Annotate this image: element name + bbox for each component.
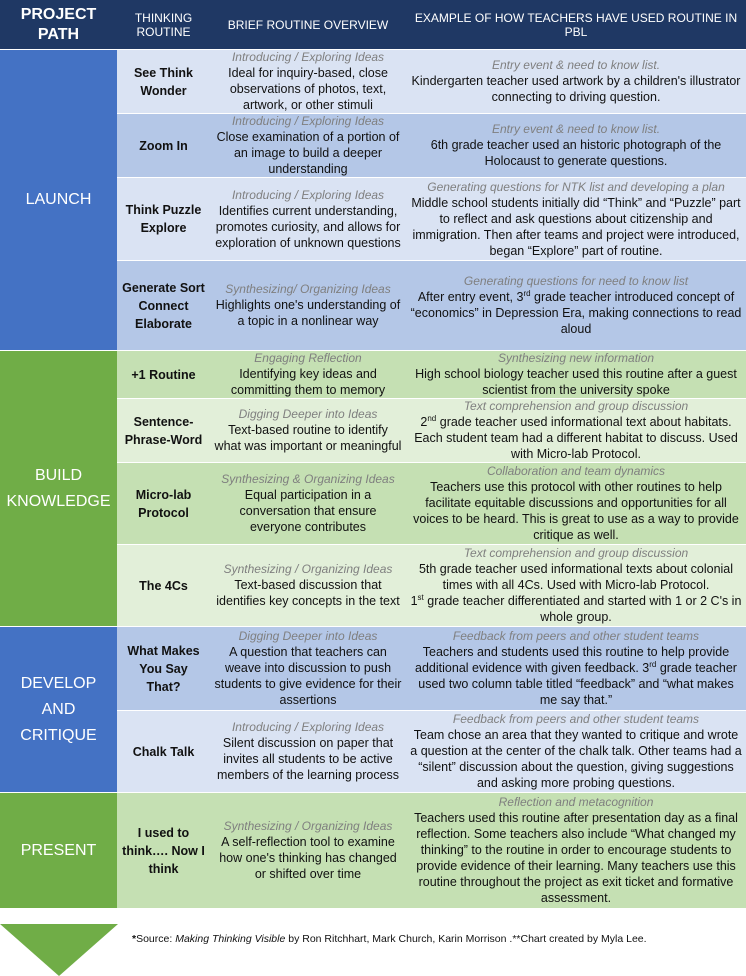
example-category: Generating questions for need to know list bbox=[463, 274, 689, 288]
example-text: Middle school students initially did “Think” and “Puzzle” part to reflect and ask questions about citizenship and immigration. Then after teams and project were introduced, began “Explore” part of routine. bbox=[411, 195, 741, 258]
example-category: Generating questions for NTK list and developing a plan bbox=[427, 179, 725, 194]
header-row bbox=[0, 0, 746, 50]
routine-description: Identifying key ideas and committing them to memory bbox=[230, 367, 386, 397]
example-text: Team chose an area that they wanted to critique and wrote a question at the center of the chalk talk. Other teams had a “silent” discussion about the question, giving suggestions and asking more probing questions. bbox=[410, 728, 742, 790]
example-text: Teachers use this protocol with other routines to help facilitate equitable discussions and opportunities for all voices to be heard. This is great to use as a way to provide critique as well. bbox=[413, 480, 739, 542]
routine-category: Synthesizing & Organizing Ideas bbox=[221, 472, 395, 486]
routine-name: Sentence-Phrase-Word bbox=[117, 399, 210, 463]
header-example: EXAMPLE OF HOW TEACHERS HAVE USED ROUTINE IN PBL bbox=[406, 0, 746, 50]
routine-description: Ideal for inquiry-based, close observations of photos, text, artwork, or other stimuli bbox=[228, 66, 388, 112]
source-footnote: *Source: Making Thinking Visible by Ron Ritchhart, Mark Church, Karin Morrison .**Chart created by Myla Lee. bbox=[132, 933, 647, 945]
table-row bbox=[0, 50, 746, 114]
routine-category: Digging Deeper into Ideas bbox=[238, 407, 378, 421]
table-row bbox=[0, 351, 746, 399]
table-row bbox=[0, 627, 746, 711]
routine-description: Equal participation in a conversation that ensure everyone contributes bbox=[239, 488, 377, 534]
down-arrow-icon bbox=[0, 924, 118, 976]
routine-category: Digging Deeper into Ideas bbox=[238, 629, 378, 643]
routine-name: Think Puzzle Explore bbox=[117, 178, 210, 261]
routine-name: What Makes You Say That? bbox=[117, 627, 210, 711]
example-category: Entry event & need to know list. bbox=[491, 122, 661, 136]
example-category: Entry event & need to know list. bbox=[491, 58, 661, 72]
example-category: Collaboration and team dynamics bbox=[486, 464, 666, 478]
routine-name: The 4Cs bbox=[117, 545, 210, 627]
routine-category: Engaging Reflection bbox=[254, 351, 362, 365]
example-text: Kindergarten teacher used artwork by a children's illustrator connecting to driving question. bbox=[411, 74, 741, 104]
example-category: Reflection and metacognition bbox=[498, 795, 654, 809]
header-project-path: PROJECT PATH bbox=[0, 0, 117, 50]
example-category: Text comprehension and group discussion bbox=[463, 399, 689, 413]
routine-category: Introducing / Exploring Ideas bbox=[231, 50, 385, 64]
header-thinking-routine: THINKING ROUTINE bbox=[117, 0, 210, 50]
routine-description: Highlights one's understanding of a topic in a nonlinear way bbox=[215, 298, 401, 328]
routine-description: Silent discussion on paper that invites all students to be active members of the learning process bbox=[216, 736, 400, 782]
routine-category: Introducing / Exploring Ideas bbox=[231, 720, 385, 734]
routine-description: Text-based discussion that identifies key concepts in the text bbox=[216, 578, 400, 608]
routine-category: Introducing / Exploring Ideas bbox=[231, 114, 385, 128]
routine-name: See Think Wonder bbox=[117, 50, 210, 114]
example-category: Feedback from peers and other student teams bbox=[452, 712, 700, 726]
phase-present: PRESENT bbox=[0, 793, 117, 909]
routine-name: Micro-lab Protocol bbox=[117, 463, 210, 545]
routine-name: Chalk Talk bbox=[117, 711, 210, 793]
example-text: 6th grade teacher used an historic photograph of the Holocaust to generate questions. bbox=[430, 138, 722, 168]
routine-name: Generate Sort Connect Elaborate bbox=[117, 261, 210, 351]
example-category: Text comprehension and group discussion bbox=[463, 546, 689, 560]
example-text: 2nd grade teacher used informational text about habitats. Each student team had a different habitat to discuss. Used with Micro-lab Protocol. bbox=[414, 413, 738, 461]
example-text: High school biology teacher used this routine after a guest scientist from the university spoke bbox=[415, 367, 737, 397]
routine-description: A self-reflection tool to examine how one's thinking has changed or shifted over time bbox=[219, 835, 397, 881]
example-text: After entry event, 3rd grade teacher introduced concept of “economics” in Depression Era, making connections to read aloud bbox=[410, 288, 742, 336]
routine-name: +1 Routine bbox=[117, 351, 210, 399]
routine-category: Synthesizing / Organizing Ideas bbox=[223, 819, 393, 833]
example-text: Teachers and students used this routine to help provide additional evidence with given feedback. 3rd grade teacher used two column table titled “feedback” and “what makes me say that.” bbox=[415, 645, 737, 707]
routine-name: I used to think…. Now I think bbox=[117, 793, 210, 909]
example-text: Teachers used this routine after presentation day as a final reflection. Some teachers also include “What changed my thinking” to the routine in order to encourage students to provide evidence of their learning. Many teachers use this routine throughout the project as exit ticket and formative assessment. bbox=[414, 811, 738, 905]
routine-description: A question that teachers can weave into discussion to push students to give evidence for their assertions bbox=[214, 645, 402, 707]
routine-description: Identifies current understanding, promotes curiosity, and allows for exploration of unknown questions bbox=[215, 203, 401, 250]
example-category: Synthesizing new information bbox=[497, 351, 655, 365]
routine-description: Close examination of a portion of an image to build a deeper understanding bbox=[216, 130, 400, 176]
table-row bbox=[0, 793, 746, 909]
routine-category: Synthesizing/ Organizing Ideas bbox=[225, 282, 391, 296]
routine-name: Zoom In bbox=[117, 114, 210, 178]
header-overview: BRIEF ROUTINE OVERVIEW bbox=[210, 0, 406, 50]
phase-launch: LAUNCH bbox=[0, 50, 117, 351]
routine-description: Text-based routine to identify what was important or meaningful bbox=[214, 423, 402, 453]
phase-develop-critique: DEVELOP AND CRITIQUE bbox=[0, 627, 117, 793]
phase-build-knowledge: BUILD KNOWLEDGE bbox=[0, 351, 117, 627]
routine-category: Synthesizing / Organizing Ideas bbox=[223, 562, 393, 576]
example-category: Feedback from peers and other student teams bbox=[452, 629, 700, 643]
routine-category: Introducing / Exploring Ideas bbox=[231, 187, 385, 202]
example-text: 5th grade teacher used informational texts about colonial times with all 4Cs. Used with Micro-lab Protocol. 1st grade teacher differentiated and started with 1 or 2 C's in whole group. bbox=[410, 562, 742, 624]
